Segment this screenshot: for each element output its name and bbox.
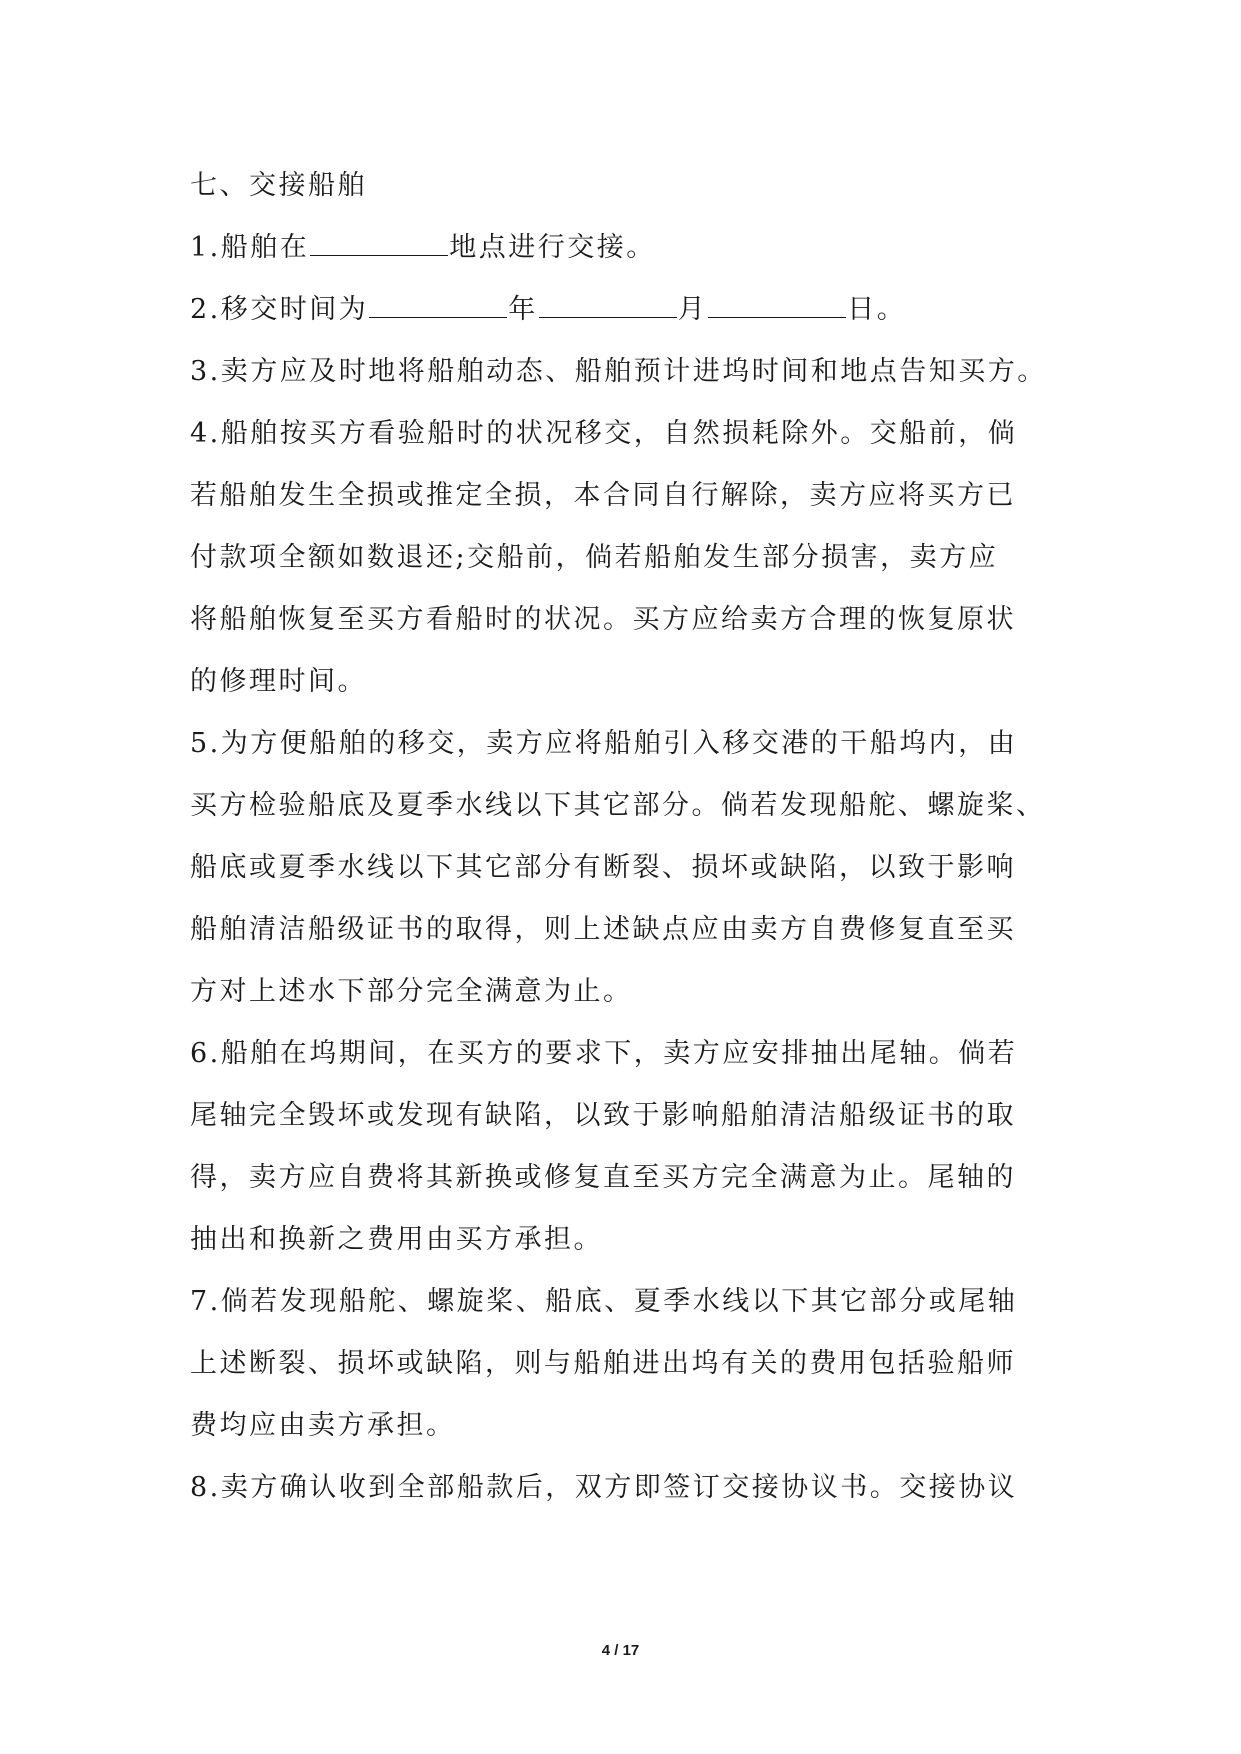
month-label: 月: [677, 294, 708, 325]
section-title: 七、交接船舶: [190, 170, 367, 201]
text-line: 6.船舶在坞期间，在买方的要求下，卖方应安排抽出尾轴。倘若: [190, 1038, 1018, 1069]
location-blank: [310, 254, 448, 256]
text-line: 方对上述水下部分完全满意为止。: [190, 976, 633, 1007]
item-1-line: [190, 217, 1070, 279]
year-blank: [369, 316, 507, 318]
text-line: 5.为方便船舶的移交，卖方应将船舶引入移交港的干船坞内，由: [190, 728, 1018, 759]
month-blank: [539, 316, 677, 318]
text-line: 船舶清洁船级证书的取得，则上述缺点应由卖方自费修复直至买: [190, 914, 1016, 945]
item-2-text: 2.移交时间为: [190, 294, 369, 325]
text-line: 付款项全额如数退还;交船前，倘若船舶发生部分损害，卖方应: [190, 542, 999, 573]
day-label: 日。: [847, 294, 907, 325]
text-line: 将船舶恢复至买方看船时的状况。买方应给卖方合理的恢复原状: [190, 604, 1016, 635]
text-line: 7.倘若发现船舵、螺旋桨、船底、夏季水线以下其它部分或尾轴: [190, 1286, 1018, 1317]
text-line: 抽出和换新之费用由买方承担。: [190, 1224, 603, 1255]
text-line: 上述断裂、损坏或缺陷，则与船舶进出坞有关的费用包括验船师: [190, 1348, 1016, 1379]
day-blank: [708, 316, 846, 318]
text-line: 的修理时间。: [190, 666, 367, 697]
item-2-line: [190, 279, 1070, 341]
text-line: 4.船舶按买方看验船时的状况移交，自然损耗除外。交船前，倘: [190, 418, 1018, 449]
text-line: 得，卖方应自费将其新换或修复直至买方完全满意为止。尾轴的: [190, 1162, 1016, 1193]
text-line: 买方检验船底及夏季水线以下其它部分。倘若发现船舵、螺旋桨、: [190, 790, 1046, 821]
page-number: 4 / 17: [601, 1642, 640, 1659]
text-line: 若船舶发生全损或推定全损，本合同自行解除，卖方应将买方已: [190, 480, 1016, 511]
text-line: 3.卖方应及时地将船舶动态、船舶预计进坞时间和地点告知买方。: [190, 356, 1047, 387]
text-line: 8.卖方确认收到全部船款后，双方即签订交接协议书。交接协议: [190, 1472, 1018, 1503]
document-body: [190, 155, 1070, 1519]
item-1-text-before: 1.船舶在: [190, 232, 310, 263]
year-label: 年: [508, 294, 538, 325]
item-1-text-after: 地点进行交接。: [449, 232, 656, 263]
text-line: 船底或夏季水线以下其它部分有断裂、损坏或缺陷，以致于影响: [190, 852, 1016, 883]
text-line: 尾轴完全毁坏或发现有缺陷，以致于影响船舶清洁船级证书的取: [190, 1100, 1016, 1131]
text-line: 费均应由卖方承担。: [190, 1410, 456, 1441]
